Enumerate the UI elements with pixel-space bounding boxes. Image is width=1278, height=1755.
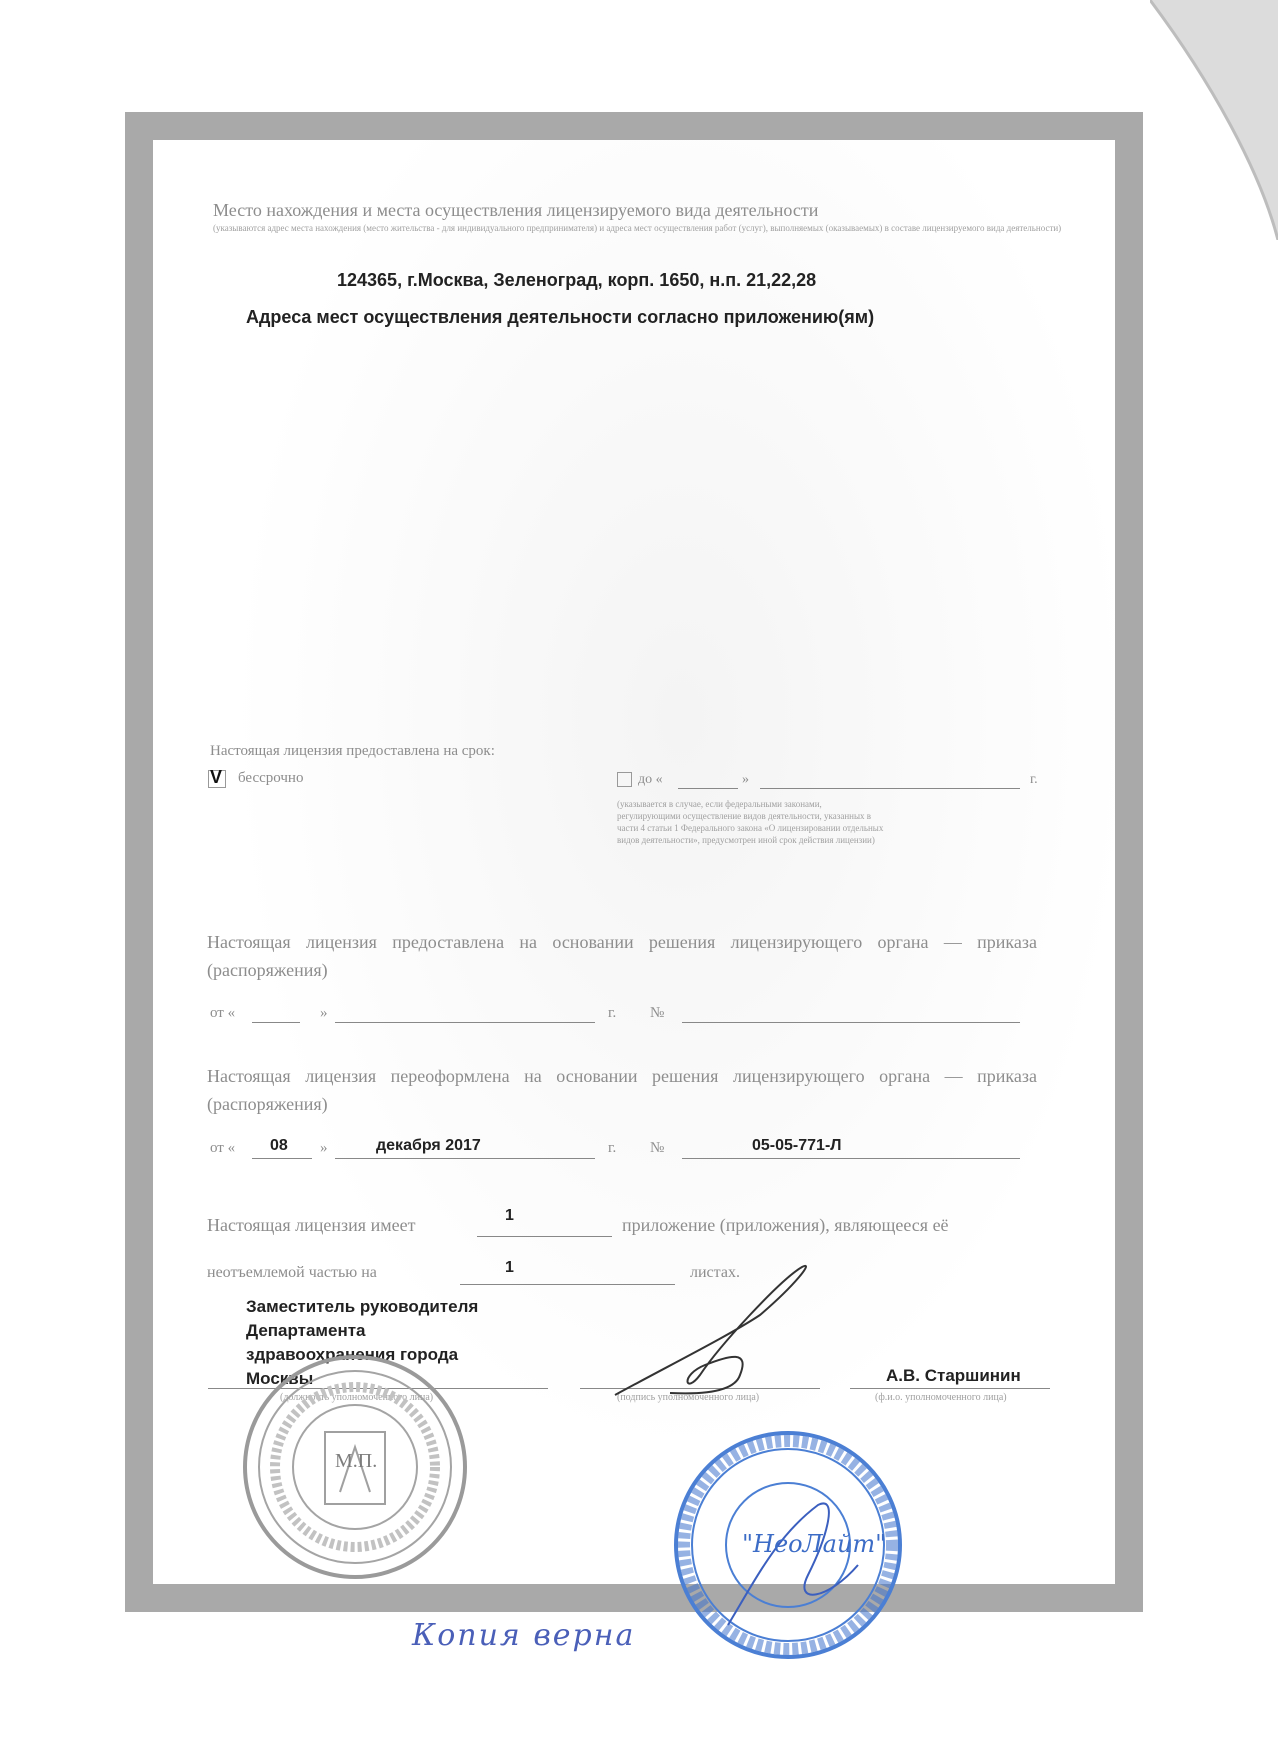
signer-name: А.В. Старшинин [886, 1366, 1021, 1385]
until-note: (указывается в случае, если федеральными законами, регулирующими осуществление видов деятельности, указанных в части 4 статьи 1 Федерального закона «О лицензировании отдельных видов деятельности», предусмотрен иной срок действия лицензии) [617, 799, 884, 845]
basis-year: г. [608, 1005, 617, 1021]
signer-position-line: Департамента [246, 1321, 366, 1340]
name-line [850, 1388, 1050, 1389]
appendix-line2-end: листах. [690, 1264, 740, 1281]
unlimited-label: бессрочно [238, 770, 304, 786]
reissue-date-line [335, 1158, 595, 1159]
appendix-line2-start: неотъемлемой частью на [207, 1264, 377, 1281]
until-label: до « [638, 772, 663, 787]
appendix-text-end: приложение (приложения), являющееся её [622, 1215, 949, 1235]
reissue-day: 08 [270, 1137, 288, 1154]
company-seal-name: "НеоЛайт" [742, 1530, 887, 1558]
location-heading: Место нахождения и места осуществления лицензируемого вида деятельности [213, 200, 819, 220]
sign-caption: (подпись уполномоченного лица) [617, 1392, 760, 1403]
reissue-number-line [682, 1158, 1020, 1159]
signer-position-line: Москвы [246, 1369, 314, 1388]
signer-position-line: здравоохранения города [246, 1345, 459, 1364]
until-year-suffix: г. [1030, 772, 1038, 787]
reissue-from: от « [210, 1140, 236, 1156]
reissue-number: 05-05-771-Л [752, 1137, 842, 1154]
mp-label: М.П. [335, 1450, 378, 1472]
reissue-text: Настоящая лицензия переоформлена на основании решения лицензирующего органа — приказа (распоряжения) [207, 1066, 1037, 1114]
until-date-line [760, 788, 1020, 789]
position-caption: (должность уполномоченного лица) [280, 1392, 434, 1403]
until-day-line [678, 788, 738, 789]
appendix-sheets: 1 [505, 1259, 514, 1276]
basis-day-line [252, 1022, 300, 1023]
signer-position-line: Заместитель руководителя [246, 1297, 479, 1316]
basis-date-line [335, 1022, 595, 1023]
reissue-quote: » [320, 1140, 328, 1156]
reissue-day-line [252, 1158, 312, 1159]
basis-text: Настоящая лицензия предоставлена на основании решения лицензирующего органа — приказа (распоряжения) [207, 932, 1037, 980]
basis-from: от « [210, 1005, 236, 1021]
term-label: Настоящая лицензия предоставлена на срок: [210, 743, 495, 759]
page-corner-fold [1150, 0, 1278, 240]
location-note: (указываются адрес места нахождения (место жительства - для индивидуального предпринимателя) и адреса мест осуществления работ (услуг), выполняемых (оказываемых) в составе лицензируемого вида деятельности) [213, 223, 1062, 233]
name-caption: (ф.и.о. уполномоченного лица) [875, 1392, 1007, 1403]
signature-scribble [610, 1255, 840, 1405]
basis-number-sign: № [650, 1005, 665, 1021]
reissue-year: г. [608, 1140, 617, 1156]
reissue-month-year: декабря 2017 [376, 1137, 481, 1154]
basis-number-line [682, 1022, 1020, 1023]
until-quote: » [742, 772, 749, 787]
copy-note: Копия верна [412, 1618, 636, 1653]
address-line: 124365, г.Москва, Зеленоград, корп. 1650, н.п. 21,22,28 [337, 270, 817, 290]
appendix-count-line [477, 1236, 612, 1237]
addresses-note: Адреса мест осуществления деятельности согласно приложению(ям) [246, 307, 875, 327]
check-mark-icon: V [210, 767, 223, 787]
until-checkbox[interactable] [617, 772, 632, 787]
appendix-count: 1 [505, 1207, 514, 1224]
reissue-number-sign: № [650, 1140, 665, 1156]
appendix-text-start: Настоящая лицензия имеет [207, 1215, 416, 1235]
unlimited-checkbox[interactable] [208, 767, 226, 788]
basis-quote: » [320, 1005, 328, 1021]
